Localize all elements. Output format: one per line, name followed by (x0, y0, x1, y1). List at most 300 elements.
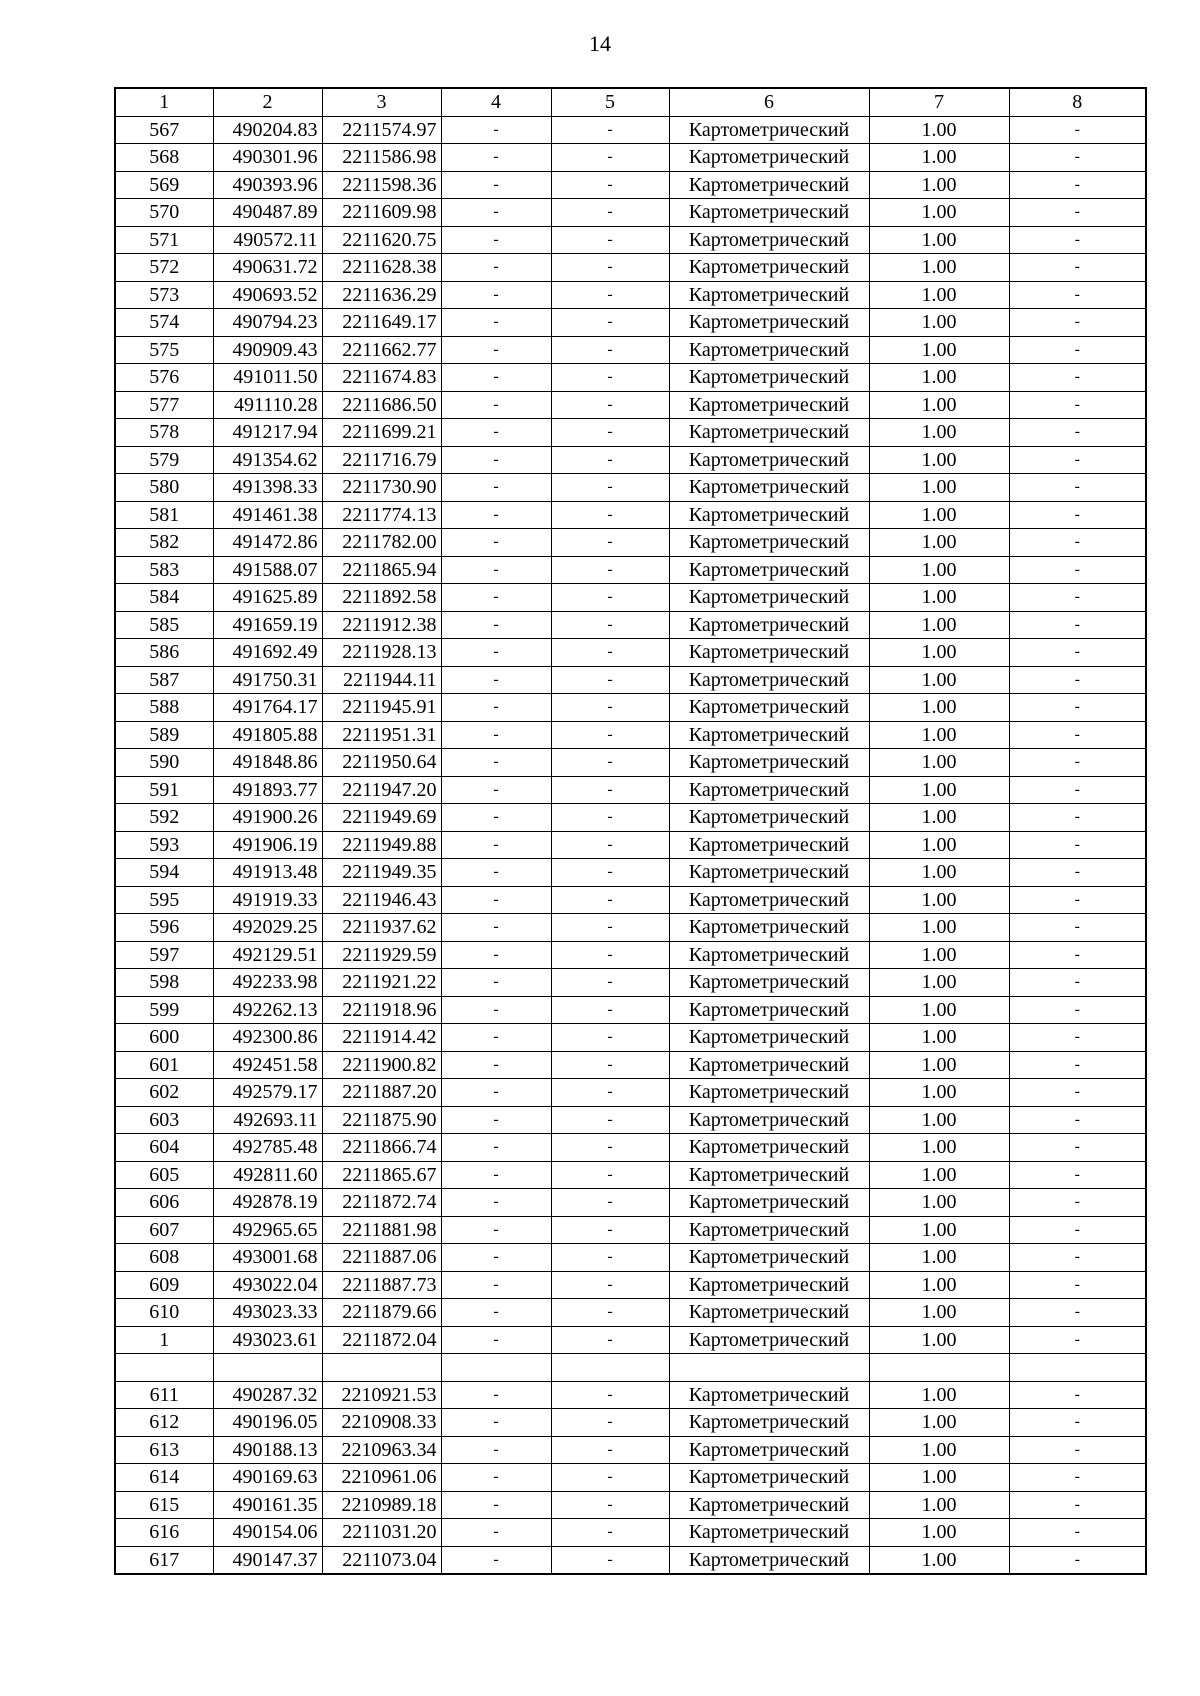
table-cell: 1.00 (869, 1491, 1009, 1519)
table-cell: 2211928.13 (322, 639, 441, 667)
table-cell: 1.00 (869, 1244, 1009, 1272)
table-cell: 1.00 (869, 309, 1009, 337)
table-cell: 2211892.58 (322, 584, 441, 612)
table-cell (115, 1354, 213, 1382)
table-cell: 584 (115, 584, 213, 612)
table-cell: - (441, 969, 551, 997)
table-cell: - (551, 144, 669, 172)
table-cell: 2211900.82 (322, 1051, 441, 1079)
table-cell: Картометрический (669, 501, 869, 529)
table-cell: 1.00 (869, 1464, 1009, 1492)
table-row (115, 969, 1146, 997)
table-cell: - (1009, 776, 1146, 804)
table-row (115, 666, 1146, 694)
table-cell: - (441, 1244, 551, 1272)
table-cell: - (1009, 1409, 1146, 1437)
table-cell: 491692.49 (213, 639, 322, 667)
table-cell: - (1009, 1079, 1146, 1107)
table-cell: Картометрический (669, 941, 869, 969)
table-cell: 614 (115, 1464, 213, 1492)
table-cell: 587 (115, 666, 213, 694)
table-cell: - (1009, 1546, 1146, 1574)
table-cell: Картометрический (669, 1079, 869, 1107)
table-cell: - (551, 1409, 669, 1437)
table-cell: - (1009, 1106, 1146, 1134)
table-cell: 1.00 (869, 666, 1009, 694)
table-row (115, 199, 1146, 227)
table-cell: - (441, 226, 551, 254)
table-cell: - (441, 749, 551, 777)
table-cell: 580 (115, 474, 213, 502)
table-row (115, 1299, 1146, 1327)
table-cell: 490169.63 (213, 1464, 322, 1492)
table-cell: - (551, 886, 669, 914)
table-cell: - (441, 171, 551, 199)
table-cell: - (551, 941, 669, 969)
table-cell: 1.00 (869, 556, 1009, 584)
table-row (115, 1079, 1146, 1107)
table-cell: - (551, 446, 669, 474)
table-cell: - (441, 116, 551, 144)
table-cell: - (441, 474, 551, 502)
table-cell: - (551, 831, 669, 859)
table-cell: - (1009, 281, 1146, 309)
table-row (115, 721, 1146, 749)
table-cell: - (1009, 1464, 1146, 1492)
table-cell: - (1009, 1134, 1146, 1162)
table-cell: 1.00 (869, 996, 1009, 1024)
table-cell: 2211945.91 (322, 694, 441, 722)
table-cell: Картометрический (669, 1546, 869, 1574)
table-cell: 491906.19 (213, 831, 322, 859)
table-cell: 2211686.50 (322, 391, 441, 419)
table-cell: 2211674.83 (322, 364, 441, 392)
column-header: 3 (322, 88, 441, 116)
table-cell: 2211598.36 (322, 171, 441, 199)
table-cell: - (551, 1271, 669, 1299)
table-cell: 1.00 (869, 694, 1009, 722)
table-row (115, 1244, 1146, 1272)
table-cell: 2211031.20 (322, 1519, 441, 1547)
table-cell: 491461.38 (213, 501, 322, 529)
table-cell: 1.00 (869, 721, 1009, 749)
table-cell: - (551, 1299, 669, 1327)
table-cell: - (1009, 941, 1146, 969)
table-cell: Картометрический (669, 391, 869, 419)
table-cell: - (1009, 1244, 1146, 1272)
table-cell: 1.00 (869, 199, 1009, 227)
table-cell: 491900.26 (213, 804, 322, 832)
table-cell: 490794.23 (213, 309, 322, 337)
table-cell: - (441, 804, 551, 832)
table-cell: Картометрический (669, 419, 869, 447)
table-cell: - (1009, 116, 1146, 144)
table-cell: 490161.35 (213, 1491, 322, 1519)
table-cell: - (441, 1436, 551, 1464)
table-cell: 571 (115, 226, 213, 254)
table-cell: 1.00 (869, 1546, 1009, 1574)
table-cell: 1.00 (869, 226, 1009, 254)
table-cell: Картометрический (669, 721, 869, 749)
table-cell: 492579.17 (213, 1079, 322, 1107)
table-cell: 1.00 (869, 1326, 1009, 1354)
table-cell: - (441, 996, 551, 1024)
table-row (115, 474, 1146, 502)
table-cell: 2211782.00 (322, 529, 441, 557)
table-cell: 1.00 (869, 1134, 1009, 1162)
table-row (115, 336, 1146, 364)
table-cell: 1.00 (869, 886, 1009, 914)
table-cell: 1.00 (869, 1079, 1009, 1107)
column-header: 5 (551, 88, 669, 116)
table-cell: Картометрический (669, 1189, 869, 1217)
table-cell: - (551, 749, 669, 777)
table-cell: - (551, 666, 669, 694)
table-cell: 567 (115, 116, 213, 144)
table-cell: 2211944.11 (322, 666, 441, 694)
table-row (115, 116, 1146, 144)
table-cell: 490287.32 (213, 1381, 322, 1409)
table-row (115, 584, 1146, 612)
table-cell: 1.00 (869, 364, 1009, 392)
table-cell: 1.00 (869, 1161, 1009, 1189)
table-cell: 607 (115, 1216, 213, 1244)
table-row (115, 1106, 1146, 1134)
table-cell: 1.00 (869, 116, 1009, 144)
table-cell: Картометрический (669, 749, 869, 777)
table-cell: - (551, 584, 669, 612)
table-cell: Картометрический (669, 116, 869, 144)
table-cell: - (551, 254, 669, 282)
table-cell: - (551, 529, 669, 557)
table-cell (669, 1354, 869, 1382)
table-cell: 1.00 (869, 254, 1009, 282)
table-cell: - (551, 969, 669, 997)
table-cell: - (551, 914, 669, 942)
table-cell: - (551, 1519, 669, 1547)
table-cell: 588 (115, 694, 213, 722)
table-cell: - (1009, 886, 1146, 914)
table-cell: - (1009, 584, 1146, 612)
table-cell: 1.00 (869, 969, 1009, 997)
table-cell: 604 (115, 1134, 213, 1162)
table-cell: Картометрический (669, 1409, 869, 1437)
table-body (115, 116, 1146, 1574)
table-cell: 1.00 (869, 859, 1009, 887)
table-cell: 493022.04 (213, 1271, 322, 1299)
table-cell: 490393.96 (213, 171, 322, 199)
table-cell: - (1009, 914, 1146, 942)
column-header: 7 (869, 88, 1009, 116)
table-cell: 1.00 (869, 1381, 1009, 1409)
table-cell: 493001.68 (213, 1244, 322, 1272)
table-cell (1009, 1354, 1146, 1382)
table-cell: - (551, 859, 669, 887)
table-cell: 1.00 (869, 914, 1009, 942)
table-cell: 2211950.64 (322, 749, 441, 777)
table-row (115, 309, 1146, 337)
table-cell: - (1009, 1519, 1146, 1547)
table-cell: 492029.25 (213, 914, 322, 942)
table-cell: 589 (115, 721, 213, 749)
table-cell: Картометрический (669, 831, 869, 859)
table-cell: - (441, 1024, 551, 1052)
table-cell: Картометрический (669, 1381, 869, 1409)
table-cell: 491588.07 (213, 556, 322, 584)
table-cell: - (1009, 721, 1146, 749)
table-row (115, 171, 1146, 199)
table-cell: Картометрический (669, 1464, 869, 1492)
table-cell: 492965.65 (213, 1216, 322, 1244)
table-cell: - (1009, 831, 1146, 859)
table-cell: - (551, 1326, 669, 1354)
table-cell: 1.00 (869, 1436, 1009, 1464)
coordinates-table (114, 87, 1147, 1575)
table-cell: 1.00 (869, 1024, 1009, 1052)
table-row (115, 1271, 1146, 1299)
table-row (115, 529, 1146, 557)
table-cell: 2211872.04 (322, 1326, 441, 1354)
table-cell: 616 (115, 1519, 213, 1547)
table-cell: Картометрический (669, 529, 869, 557)
table-cell: - (1009, 1271, 1146, 1299)
table-row (115, 364, 1146, 392)
table-cell: 602 (115, 1079, 213, 1107)
table-cell: - (441, 1189, 551, 1217)
table-cell: - (441, 611, 551, 639)
table-cell (869, 1354, 1009, 1382)
table-cell: - (441, 336, 551, 364)
table-cell: - (441, 584, 551, 612)
table-cell: 2211716.79 (322, 446, 441, 474)
table-cell: 1.00 (869, 804, 1009, 832)
table-cell: 582 (115, 529, 213, 557)
table-row (115, 749, 1146, 777)
table-cell: 490196.05 (213, 1409, 322, 1437)
table-header-row (115, 88, 1146, 116)
table-cell: 590 (115, 749, 213, 777)
table-cell: - (441, 859, 551, 887)
table-cell: - (441, 1491, 551, 1519)
table-cell: 491893.77 (213, 776, 322, 804)
table-cell: 1.00 (869, 1409, 1009, 1437)
table-cell: - (551, 281, 669, 309)
table-cell: - (1009, 419, 1146, 447)
table-cell: - (1009, 171, 1146, 199)
table-cell: Картометрический (669, 1491, 869, 1519)
table-cell: - (1009, 336, 1146, 364)
table-cell: Картометрический (669, 639, 869, 667)
table-cell: 1.00 (869, 1271, 1009, 1299)
table-row (115, 1409, 1146, 1437)
table-cell: 598 (115, 969, 213, 997)
table-cell: 569 (115, 171, 213, 199)
table-cell: - (441, 694, 551, 722)
table-cell: Картометрический (669, 996, 869, 1024)
table-row (115, 639, 1146, 667)
table-row (115, 226, 1146, 254)
table-cell: 1.00 (869, 1299, 1009, 1327)
table-cell: 1.00 (869, 749, 1009, 777)
table-cell: 593 (115, 831, 213, 859)
table-cell: Картометрический (669, 914, 869, 942)
table-row (115, 281, 1146, 309)
table-cell: 491011.50 (213, 364, 322, 392)
table-cell: 2211937.62 (322, 914, 441, 942)
table-cell: 490487.89 (213, 199, 322, 227)
table-row (115, 1024, 1146, 1052)
table-cell: 1.00 (869, 584, 1009, 612)
table-cell: - (1009, 309, 1146, 337)
table-cell: 493023.61 (213, 1326, 322, 1354)
table-cell: 2211887.20 (322, 1079, 441, 1107)
table-cell: 2211865.94 (322, 556, 441, 584)
table-cell: - (551, 1189, 669, 1217)
table-cell: - (441, 914, 551, 942)
table-cell: 2211609.98 (322, 199, 441, 227)
table-cell: 1.00 (869, 391, 1009, 419)
table-cell: - (551, 1051, 669, 1079)
table-cell: Картометрический (669, 226, 869, 254)
table-cell: 2211879.66 (322, 1299, 441, 1327)
table-cell: - (551, 474, 669, 502)
table-cell: 576 (115, 364, 213, 392)
table-cell: 601 (115, 1051, 213, 1079)
table-cell: - (441, 254, 551, 282)
table-row (115, 1134, 1146, 1162)
table-cell: - (551, 1024, 669, 1052)
table-cell: Картометрический (669, 1244, 869, 1272)
table-cell: - (551, 336, 669, 364)
table-cell: 2211872.74 (322, 1189, 441, 1217)
table-cell: - (551, 199, 669, 227)
table-cell: - (441, 144, 551, 172)
table-cell: - (551, 1381, 669, 1409)
table-cell: - (1009, 199, 1146, 227)
table-cell: 1.00 (869, 446, 1009, 474)
table-cell: Картометрический (669, 199, 869, 227)
table-cell: - (1009, 1051, 1146, 1079)
table-cell: 592 (115, 804, 213, 832)
table-cell: 1.00 (869, 1189, 1009, 1217)
table-cell: 2211946.43 (322, 886, 441, 914)
table-cell: 2211649.17 (322, 309, 441, 337)
table-cell: 2211949.69 (322, 804, 441, 832)
table-row (115, 1491, 1146, 1519)
table-cell: - (441, 1161, 551, 1189)
table-cell: 574 (115, 309, 213, 337)
table-cell: - (551, 309, 669, 337)
table-cell: 579 (115, 446, 213, 474)
table-cell: 599 (115, 996, 213, 1024)
table-cell: - (1009, 1491, 1146, 1519)
table-row (115, 1216, 1146, 1244)
table-cell: 492878.19 (213, 1189, 322, 1217)
table-cell: 1.00 (869, 1216, 1009, 1244)
table-cell: Картометрический (669, 611, 869, 639)
table-cell: 491354.62 (213, 446, 322, 474)
table-cell: 615 (115, 1491, 213, 1519)
table-cell: 490204.83 (213, 116, 322, 144)
table-cell: 492785.48 (213, 1134, 322, 1162)
table-cell: 491625.89 (213, 584, 322, 612)
table-cell: 2211662.77 (322, 336, 441, 364)
table-cell: - (551, 364, 669, 392)
table-cell: 573 (115, 281, 213, 309)
table-cell: 572 (115, 254, 213, 282)
table-cell: 586 (115, 639, 213, 667)
table-cell: 595 (115, 886, 213, 914)
table-cell: - (551, 1161, 669, 1189)
table-cell: - (441, 639, 551, 667)
table-cell: 606 (115, 1189, 213, 1217)
table-cell: 492129.51 (213, 941, 322, 969)
table-cell: 1.00 (869, 1106, 1009, 1134)
table-cell: 1.00 (869, 419, 1009, 447)
table-cell: - (441, 556, 551, 584)
table-cell: Картометрический (669, 859, 869, 887)
table-cell: 492451.58 (213, 1051, 322, 1079)
table-cell: - (1009, 666, 1146, 694)
table-cell: - (441, 1381, 551, 1409)
table-cell: Картометрический (669, 584, 869, 612)
table-cell: 2211865.67 (322, 1161, 441, 1189)
table-cell: - (551, 501, 669, 529)
table-cell: - (1009, 364, 1146, 392)
table-cell: 613 (115, 1436, 213, 1464)
table-cell: Картометрический (669, 281, 869, 309)
table-cell: Картометрический (669, 1024, 869, 1052)
table-cell: 610 (115, 1299, 213, 1327)
table-cell: 491848.86 (213, 749, 322, 777)
table-cell: 612 (115, 1409, 213, 1437)
table-cell: - (551, 776, 669, 804)
table-row (115, 859, 1146, 887)
table-cell: - (441, 666, 551, 694)
table-cell: 2211636.29 (322, 281, 441, 309)
table-cell: 570 (115, 199, 213, 227)
table-cell: - (551, 1216, 669, 1244)
table-cell: - (441, 364, 551, 392)
table-cell: Картометрический (669, 364, 869, 392)
table-cell: Картометрический (669, 1299, 869, 1327)
table-cell: - (1009, 254, 1146, 282)
column-header: 2 (213, 88, 322, 116)
table-cell: 1.00 (869, 639, 1009, 667)
table-cell: 1.00 (869, 1051, 1009, 1079)
table-cell: 575 (115, 336, 213, 364)
table-row (115, 831, 1146, 859)
table-cell: Картометрический (669, 1326, 869, 1354)
table-cell: 490147.37 (213, 1546, 322, 1574)
table-cell: 2211875.90 (322, 1106, 441, 1134)
table-cell: 611 (115, 1381, 213, 1409)
table-cell: 2211866.74 (322, 1134, 441, 1162)
table-cell: 2211947.20 (322, 776, 441, 804)
table-cell: 491805.88 (213, 721, 322, 749)
table-cell: 1.00 (869, 1519, 1009, 1547)
table-cell: 1.00 (869, 831, 1009, 859)
table-cell: 490154.06 (213, 1519, 322, 1547)
table-row (115, 254, 1146, 282)
table-cell: - (551, 1079, 669, 1107)
table-cell: 608 (115, 1244, 213, 1272)
page-number: 14 (589, 31, 611, 56)
table-cell: 591 (115, 776, 213, 804)
table-cell: - (441, 1106, 551, 1134)
table-cell: 1.00 (869, 611, 1009, 639)
table-cell: - (1009, 859, 1146, 887)
